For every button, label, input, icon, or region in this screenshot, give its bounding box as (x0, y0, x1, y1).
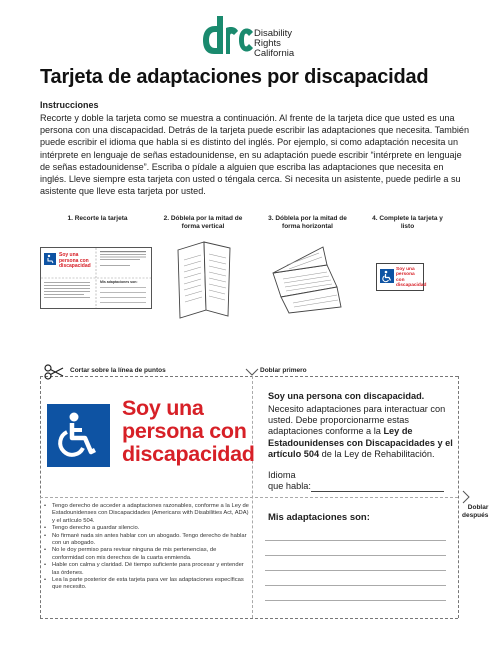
rights-item: • Tengo derecho de acceder a adaptaciones razonables, conforme a la Ley de Estadounidenses con Discapacidades (Americans with Disabilities Act, ADA) y el artículo 504. (44, 503, 249, 525)
step-4-illustration (376, 263, 427, 291)
step-4-label: 4. Complete la tarjeta y listo (372, 215, 443, 230)
fold-after-line-1: Doblar (467, 504, 489, 511)
logo-line-2: Rights (254, 38, 281, 49)
fold-after-line-2: después (462, 512, 489, 519)
rights-item: • Tengo derecho a guardar silencio. (44, 525, 249, 532)
mini-wheelchair-icon (380, 269, 394, 283)
adaptation-write-line[interactable] (265, 540, 446, 541)
instructions-body: Recorte y doble la tarjeta como se muestra a continuación. Al frente de la tarjeta dice que usted es una persona con una discapacidad. Detrás de la tarjeta puede escribir las adaptaciones que necesita. También puede escribir el idioma que habla si es distinto del inglés. Por ejemplo, si como adaptación necesita un intérprete en lenguaje de señas estadounidense, en su adaptación puede escribir “intérprete en lenguaje de señas estadounidense”. Escriba o pídale a alguien que escriba las adaptaciones que necesita en inglés. Lleve siempre esta tarjeta con usted o téngala cerca. Si necesita un asistente, puede pedirle a su asistente que lleve esta tarjeta por usted. (40, 113, 470, 197)
language-label (268, 470, 311, 492)
drc-logo (203, 16, 313, 62)
cut-line-right (458, 376, 459, 618)
adaptation-write-line[interactable] (265, 570, 446, 571)
mini-card-final-text: Soy una persona con discapacidad (396, 267, 427, 288)
step-3-illustration (267, 243, 347, 315)
cut-line-bottom (40, 618, 458, 619)
rights-list (44, 503, 249, 592)
card-headline: Soy una persona con discapacidad (122, 396, 255, 466)
fold-after-arrow-icon (461, 490, 471, 504)
adaptations-heading: Mis adaptaciones son: (268, 512, 370, 523)
instructions-heading: Instrucciones (40, 100, 99, 110)
adaptation-write-line[interactable] (265, 600, 446, 601)
rights-item: • Hable con calma y claridad. Dé tiempo suficiente para procesar y entender las órdenes. (44, 562, 249, 577)
adaptation-write-line[interactable] (265, 585, 446, 586)
page-title: Tarjeta de adaptaciones por discapacidad (40, 66, 429, 88)
mini-card-text: Soy una persona con discapacidad (59, 252, 91, 269)
fold-after-label (462, 504, 488, 520)
step-2-illustration (170, 240, 240, 320)
rights-item: • Lea la parte posterior de esta tarjeta para ver las adaptaciones específicas que necesito. (44, 577, 249, 592)
rights-item: • No le doy permiso para revisar ninguna de mis pertenencias, de conformidad con mis derechos de la cuarta enmienda. (44, 547, 249, 562)
step-1-illustration (40, 247, 152, 309)
card-back-text-2: de la Ley de Rehabilitación. (319, 448, 435, 459)
card-back-text-1: Necesito adaptaciones para interactuar con usted. Debe proporcionarme estas adaptaciones conforme a la (268, 404, 446, 437)
card-back-heading: Soy una persona con discapacidad. (268, 391, 425, 401)
step-1-label: 1. Recorte la tarjeta (67, 215, 128, 222)
scissors-icon (44, 364, 64, 380)
wheelchair-icon (47, 404, 110, 467)
step-2-label: 2. Dóblela por la mitad de forma vertical (163, 215, 243, 230)
drc-logo-mark (203, 16, 253, 62)
language-write-line[interactable] (311, 491, 444, 492)
mini-card-adaptations: Mis adaptaciones son: (100, 280, 138, 284)
logo-line-3: California (254, 48, 295, 59)
language-label-line-2: que habla: (268, 481, 311, 491)
logo-line-1: Disability (254, 28, 293, 39)
language-label-line-1: Idioma (268, 470, 296, 480)
cut-instruction: Cortar sobre la línea de puntos (70, 367, 166, 374)
fold-line-horizontal (40, 497, 458, 498)
adaptation-write-line[interactable] (265, 555, 446, 556)
fold-first-label: Doblar primero (260, 367, 307, 374)
fold-first-arrow-icon (245, 364, 259, 374)
rights-item: • No firmaré nada sin antes hablar con un abogado. Tengo derecho de hablar con un abogado. (44, 533, 249, 548)
step-3-label: 3. Dóblela por la mitad de forma horizontal (268, 215, 347, 230)
card-back-law: Ley de Estadounidenses con Discapacidades y el artículo 504 (268, 426, 453, 459)
card-back-paragraph (268, 404, 458, 460)
